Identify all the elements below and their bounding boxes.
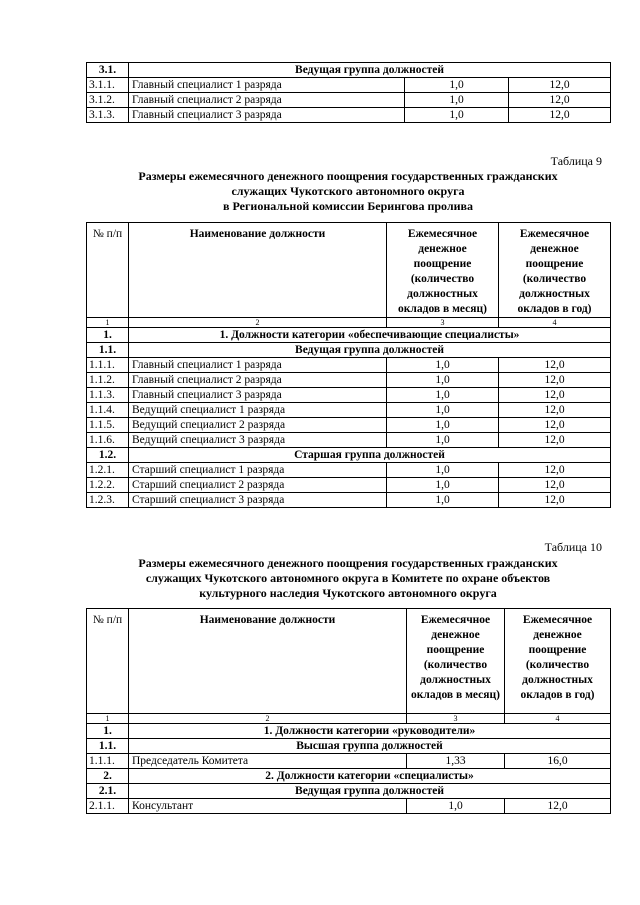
- row-number: 1.1.6.: [87, 433, 129, 448]
- header-number: № п/п: [87, 609, 129, 714]
- monthly-value: 1,0: [387, 433, 499, 448]
- table-row: [87, 463, 611, 478]
- position-name: Главный специалист 3 разряда: [129, 388, 387, 403]
- table-row: [87, 478, 611, 493]
- row-number: 1.2.3.: [87, 493, 129, 508]
- row-number: 2.1.1.: [87, 799, 129, 814]
- header-number: № п/п: [87, 223, 129, 318]
- group-number: 1.1.: [87, 739, 129, 754]
- column-number: 2: [129, 714, 407, 724]
- position-name: Ведущий специалист 3 разряда: [129, 433, 387, 448]
- yearly-value: 12,0: [499, 358, 611, 373]
- position-name: Главный специалист 2 разряда: [129, 373, 387, 388]
- category-label: 1. Должности категории «обеспечивающие специалисты»: [129, 328, 611, 343]
- group-number: 1.2.: [87, 448, 129, 463]
- table-row: [87, 418, 611, 433]
- position-name: Консультант: [129, 799, 407, 814]
- table-row: [87, 358, 611, 373]
- header-row: [87, 609, 611, 714]
- group-label: Высшая группа должностей: [129, 739, 611, 754]
- position-name: Главный специалист 1 разряда: [129, 358, 387, 373]
- yearly-value: 12,0: [499, 463, 611, 478]
- table10-title: [86, 556, 610, 601]
- title-line: культурного наследия Чукотского автономного округа: [199, 586, 497, 600]
- title-line: служащих Чукотского автономного округа: [231, 184, 465, 198]
- column-number: 1: [87, 318, 129, 328]
- row-number: 1.2.2.: [87, 478, 129, 493]
- column-number: 4: [499, 318, 611, 328]
- row-number: 1.1.5.: [87, 418, 129, 433]
- monthly-value: 1,0: [387, 403, 499, 418]
- monthly-value: 1,0: [387, 493, 499, 508]
- category-row: [87, 328, 611, 343]
- title-line: Размеры ежемесячного денежного поощрения государственных гражданских: [138, 556, 558, 570]
- position-name: Старший специалист 1 разряда: [129, 463, 387, 478]
- yearly-value: 16,0: [505, 754, 611, 769]
- monthly-value: 1,0: [387, 358, 499, 373]
- group-number: 1.1.: [87, 343, 129, 358]
- table-row: [87, 93, 611, 108]
- group-row: [87, 784, 611, 799]
- category-label: 1. Должности категории «руководители»: [129, 724, 611, 739]
- group-label: Ведущая группа должностей: [129, 784, 611, 799]
- category-number: 1.: [87, 328, 129, 343]
- group-row: [87, 448, 611, 463]
- position-name: Ведущий специалист 2 разряда: [129, 418, 387, 433]
- monthly-value: 1,0: [387, 373, 499, 388]
- yearly-value: 12,0: [509, 93, 611, 108]
- group-row: [87, 343, 611, 358]
- category-number: 1.: [87, 724, 129, 739]
- group-label: Старшая группа должностей: [129, 448, 611, 463]
- table-row: [87, 433, 611, 448]
- monthly-value: 1,0: [387, 418, 499, 433]
- table9: [86, 222, 611, 508]
- header-position: Наименование должности: [129, 609, 407, 714]
- category-label: 2. Должности категории «специалисты»: [129, 769, 611, 784]
- header-monthly: Ежемесячное денежное поощрение (количество должностных окладов в месяц): [407, 609, 505, 714]
- table9-title: [86, 169, 610, 214]
- table-row: [87, 388, 611, 403]
- header-yearly: Ежемесячное денежное поощрение (количество должностных окладов в год): [499, 223, 611, 318]
- position-name: Главный специалист 1 разряда: [129, 78, 405, 93]
- group-label: Ведущая группа должностей: [129, 343, 611, 358]
- table-row: [87, 63, 611, 78]
- monthly-value: 1,0: [387, 388, 499, 403]
- header-row: [87, 223, 611, 318]
- yearly-value: 12,0: [499, 433, 611, 448]
- column-number: 1: [87, 714, 129, 724]
- position-name: Старший специалист 3 разряда: [129, 493, 387, 508]
- top-table: [86, 62, 611, 123]
- group-number: 2.1.: [87, 784, 129, 799]
- column-number: 2: [129, 318, 387, 328]
- column-number: 3: [387, 318, 499, 328]
- title-line: служащих Чукотского автономного округа в Комитете по охране объектов: [145, 571, 551, 585]
- row-number: 1.1.3.: [87, 388, 129, 403]
- table10-caption: Таблица 10: [544, 540, 602, 554]
- table10: [86, 608, 611, 814]
- monthly-value: 1,0: [405, 108, 509, 123]
- yearly-value: 12,0: [499, 478, 611, 493]
- group-row: [87, 739, 611, 754]
- row-number: 1.1.1.: [87, 754, 129, 769]
- position-name: Ведущий специалист 1 разряда: [129, 403, 387, 418]
- row-number: 1.1.1.: [87, 358, 129, 373]
- row-number: 3.1.2.: [87, 93, 129, 108]
- header-monthly: Ежемесячное денежное поощрение (количество должностных окладов в месяц): [387, 223, 499, 318]
- header-position: Наименование должности: [129, 223, 387, 318]
- row-number: 1.2.1.: [87, 463, 129, 478]
- table-row: [87, 799, 611, 814]
- monthly-value: 1,33: [407, 754, 505, 769]
- position-name: Старший специалист 2 разряда: [129, 478, 387, 493]
- monthly-value: 1,0: [387, 478, 499, 493]
- column-number-row: [87, 714, 611, 724]
- position-name: Главный специалист 2 разряда: [129, 93, 405, 108]
- monthly-value: 1,0: [407, 799, 505, 814]
- yearly-value: 12,0: [499, 388, 611, 403]
- monthly-value: 1,0: [405, 78, 509, 93]
- title-line: в Региональной комиссии Берингова пролива: [222, 199, 473, 213]
- category-row: [87, 769, 611, 784]
- title-line: Размеры ежемесячного денежного поощрения государственных гражданских: [138, 169, 558, 183]
- column-number-row: [87, 318, 611, 328]
- header-yearly: Ежемесячное денежное поощрение (количество должностных окладов в год): [505, 609, 611, 714]
- row-number: 1.1.4.: [87, 403, 129, 418]
- yearly-value: 12,0: [505, 799, 611, 814]
- section-label: Ведущая группа должностей: [129, 63, 611, 78]
- yearly-value: 12,0: [499, 493, 611, 508]
- column-number: 3: [407, 714, 505, 724]
- table-row: [87, 403, 611, 418]
- table-row: [87, 493, 611, 508]
- row-number: 3.1.1.: [87, 78, 129, 93]
- table-row: [87, 78, 611, 93]
- yearly-value: 12,0: [499, 403, 611, 418]
- row-number: 1.1.2.: [87, 373, 129, 388]
- yearly-value: 12,0: [509, 78, 611, 93]
- table9-caption: Таблица 9: [550, 154, 602, 168]
- yearly-value: 12,0: [499, 418, 611, 433]
- column-number: 4: [505, 714, 611, 724]
- position-name: Председатель Комитета: [129, 754, 407, 769]
- category-row: [87, 724, 611, 739]
- table-row: [87, 754, 611, 769]
- category-number: 2.: [87, 769, 129, 784]
- table-row: [87, 373, 611, 388]
- monthly-value: 1,0: [387, 463, 499, 478]
- section-number: 3.1.: [87, 63, 129, 78]
- yearly-value: 12,0: [509, 108, 611, 123]
- yearly-value: 12,0: [499, 373, 611, 388]
- table-row: [87, 108, 611, 123]
- row-number: 3.1.3.: [87, 108, 129, 123]
- position-name: Главный специалист 3 разряда: [129, 108, 405, 123]
- monthly-value: 1,0: [405, 93, 509, 108]
